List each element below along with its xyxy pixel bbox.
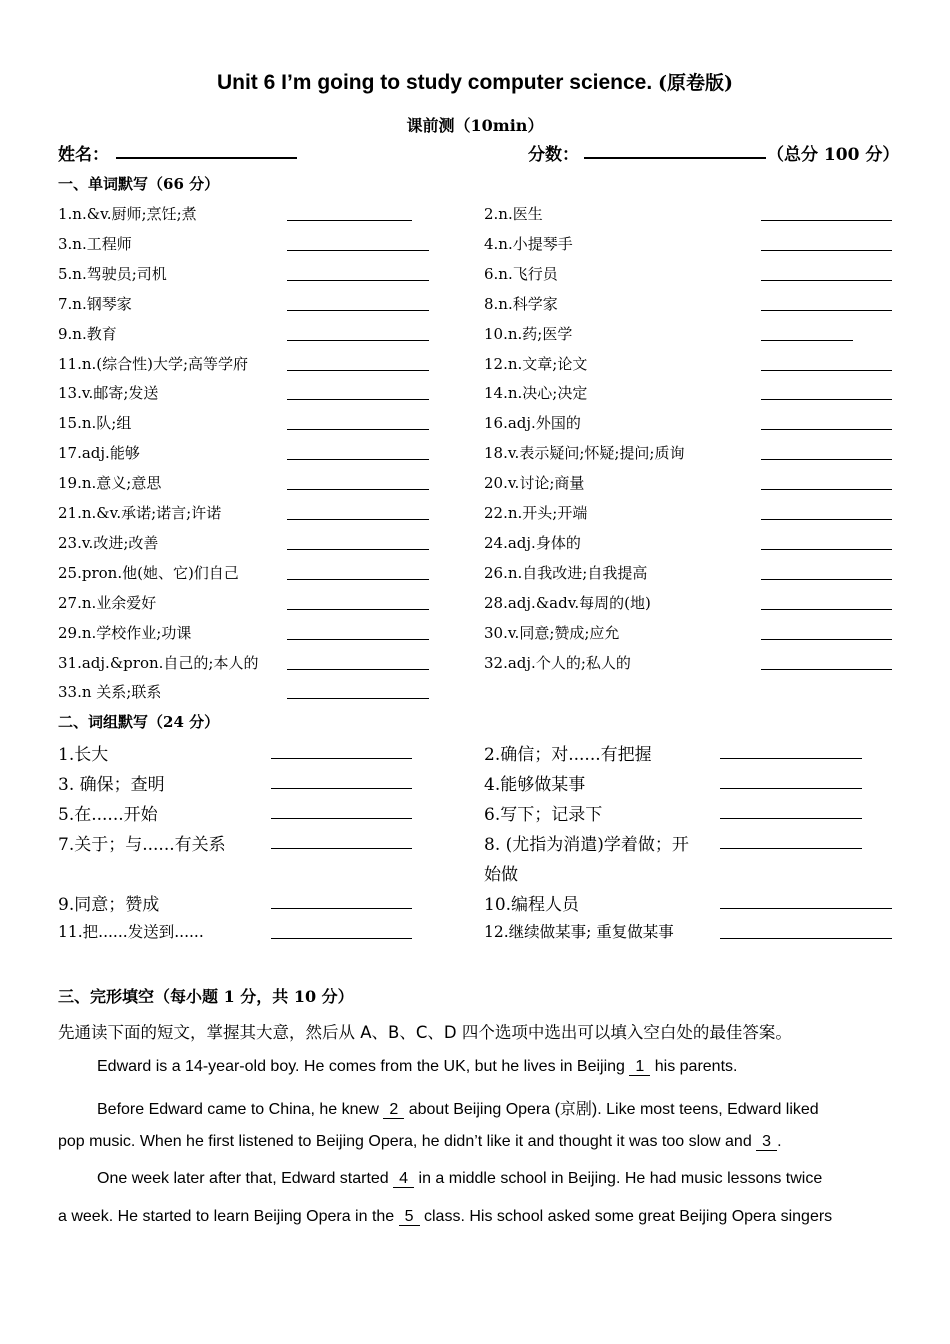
answer-blank[interactable] [287,579,429,580]
answer-blank[interactable] [287,489,429,490]
answer-blank[interactable] [287,310,429,311]
answer-blank[interactable] [761,579,892,580]
answer-blank[interactable] [287,698,429,699]
vocab-item: 11.n.(综合性)大学;高等学府 [58,354,249,373]
answer-blank[interactable] [761,669,892,670]
answer-blank[interactable] [720,788,862,789]
passage-line: One week later after that, Edward started 4 in a middle school in Beijing. He had music lessons twice [97,1170,823,1187]
answer-blank[interactable] [287,280,429,281]
phrase-item: 10.编程人员 [484,895,580,915]
answer-blank[interactable] [761,340,853,341]
answer-blank[interactable] [761,639,892,640]
answer-blank[interactable] [720,818,862,819]
answer-blank[interactable] [287,459,429,460]
passage-line: Before Edward came to China, he knew 2 about Beijing Opera (京剧). Like most teens, Edward liked [97,1101,819,1118]
section3-heading: 三、完形填空（每小题 1 分，共 10 分） [58,987,354,1006]
vocab-item: 15.n.队;组 [58,414,132,433]
vocab-item: 20.v.讨论;商量 [484,474,585,493]
answer-blank[interactable] [287,519,429,520]
passage-line: a week. He started to learn Beijing Opera in the 5 class. His school asked some great Beijing Opera singers [58,1208,833,1225]
vocab-item: 16.adj.外国的 [484,414,581,433]
score-label: 分数： [528,145,579,165]
phrase-item: 8. (尤指为消遣)学着做；开 [484,835,689,855]
vocab-item: 8.n.科学家 [484,294,558,313]
answer-blank[interactable] [761,399,892,400]
answer-blank[interactable] [720,758,862,759]
name-blank[interactable] [116,157,297,159]
total-score: （总分 100 分） [767,145,900,165]
vocab-item: 3.n.工程师 [58,234,132,253]
cloze-blank-5[interactable]: 5 [399,1208,420,1226]
answer-blank[interactable] [271,938,412,939]
answer-blank[interactable] [761,609,892,610]
vocab-item: 29.n.学校作业;功课 [58,623,192,642]
score-blank[interactable] [584,157,766,159]
answer-blank[interactable] [287,250,429,251]
answer-blank[interactable] [287,429,429,430]
answer-blank[interactable] [287,669,429,670]
answer-blank[interactable] [271,848,412,849]
cloze-blank-3[interactable]: 3 [756,1133,777,1151]
vocab-item: 17.adj.能够 [58,444,140,463]
passage-line: pop music. When he first listened to Beijing Opera, he didn’t like it and thought it was too slow and 3 . [58,1133,782,1150]
vocab-item: 33.n 关系;联系 [58,683,162,702]
answer-blank[interactable] [761,519,892,520]
section1-heading: 一、单词默写（66 分） [58,175,220,193]
answer-blank[interactable] [720,908,892,909]
cloze-blank-2[interactable]: 2 [383,1101,404,1119]
vocab-item: 2.n.医生 [484,205,543,223]
vocab-item: 27.n.业余爱好 [58,593,157,612]
answer-blank[interactable] [761,489,892,490]
vocab-item: 26.n.自我改进;自我提高 [484,563,648,582]
answer-blank[interactable] [271,818,412,819]
phrase-item: 12.继续做某事; 重复做某事 [484,923,674,941]
vocab-item: 5.n.驾驶员;司机 [58,264,167,283]
vocab-item: 19.n.意义;意思 [58,474,162,493]
phrase-item: 6.写下；记录下 [484,805,603,825]
vocab-item: 25.pron.他(她、它)们自己 [58,563,239,582]
subtitle: 课前测（10min） [406,116,544,135]
answer-blank[interactable] [761,459,892,460]
vocab-item: 23.v.改进;改善 [58,533,159,552]
vocab-item: 4.n.小提琴手 [484,234,573,253]
answer-blank[interactable] [761,310,892,311]
answer-blank[interactable] [761,549,892,550]
answer-blank[interactable] [271,788,412,789]
vocab-item: 21.n.&v.承诺;诺言;许诺 [58,504,222,522]
cloze-instruction: 先通读下面的短文，掌握其大意，然后从 A、B、C、D 四个选项中选出可以填入空白处的最佳答案。 [58,1023,792,1042]
phrase-item: 3. 确保；查明 [58,775,165,795]
vocab-item: 1.n.&v.厨师;烹饪;煮 [58,205,197,223]
name-label: 姓名： [58,145,109,165]
vocab-item: 12.n.文章;论文 [484,354,588,373]
phrase-item: 1.长大 [58,745,109,765]
answer-blank[interactable] [271,758,412,759]
answer-blank[interactable] [271,908,412,909]
answer-blank[interactable] [287,220,412,221]
answer-blank[interactable] [287,340,429,341]
answer-blank[interactable] [761,280,892,281]
vocab-item: 24.adj.身体的 [484,533,581,552]
answer-blank[interactable] [287,370,429,371]
passage-line: Edward is a 14-year-old boy. He comes from the UK, but he lives in Beijing 1 his parents. [97,1058,738,1075]
page-title: Unit 6 I’m going to study computer science. (原卷版) [216,71,734,94]
phrase-item: 5.在......开始 [58,805,158,825]
answer-blank[interactable] [287,609,429,610]
vocab-item: 31.adj.&pron.自己的;本人的 [58,653,259,672]
vocab-item: 18.v.表示疑问;怀疑;提问;质询 [484,444,685,463]
answer-blank[interactable] [720,938,892,939]
answer-blank[interactable] [287,639,429,640]
answer-blank[interactable] [761,220,892,221]
phrase-item: 7.关于；与......有关系 [58,835,226,855]
vocab-item: 7.n.钢琴家 [58,294,132,313]
answer-blank[interactable] [720,848,862,849]
vocab-item: 10.n.药;医学 [484,324,573,343]
answer-blank[interactable] [761,429,892,430]
section2-heading: 二、词组默写（24 分） [58,713,220,731]
vocab-item: 6.n.飞行员 [484,264,558,283]
phrase-item: 始做 [484,865,518,885]
phrase-item: 2.确信；对......有把握 [484,745,652,765]
answer-blank[interactable] [287,399,429,400]
answer-blank[interactable] [287,549,429,550]
vocab-item: 14.n.决心;决定 [484,384,588,403]
vocab-item: 22.n.开头;开端 [484,504,588,522]
vocab-item: 32.adj.个人的;私人的 [484,653,631,672]
phrase-item: 9.同意；赞成 [58,895,160,915]
vocab-item: 28.adj.&adv.每周的(地) [484,593,651,612]
cloze-blank-1[interactable]: 1 [629,1058,650,1076]
answer-blank[interactable] [761,370,892,371]
vocab-item: 30.v.同意;赞成;应允 [484,623,620,642]
phrase-item: 4.能够做某事 [484,775,586,795]
cloze-blank-4[interactable]: 4 [393,1170,414,1188]
vocab-item: 13.v.邮寄;发送 [58,384,159,403]
vocab-item: 9.n.教育 [58,324,117,343]
phrase-item: 11.把......发送到...... [58,923,204,941]
answer-blank[interactable] [761,250,892,251]
